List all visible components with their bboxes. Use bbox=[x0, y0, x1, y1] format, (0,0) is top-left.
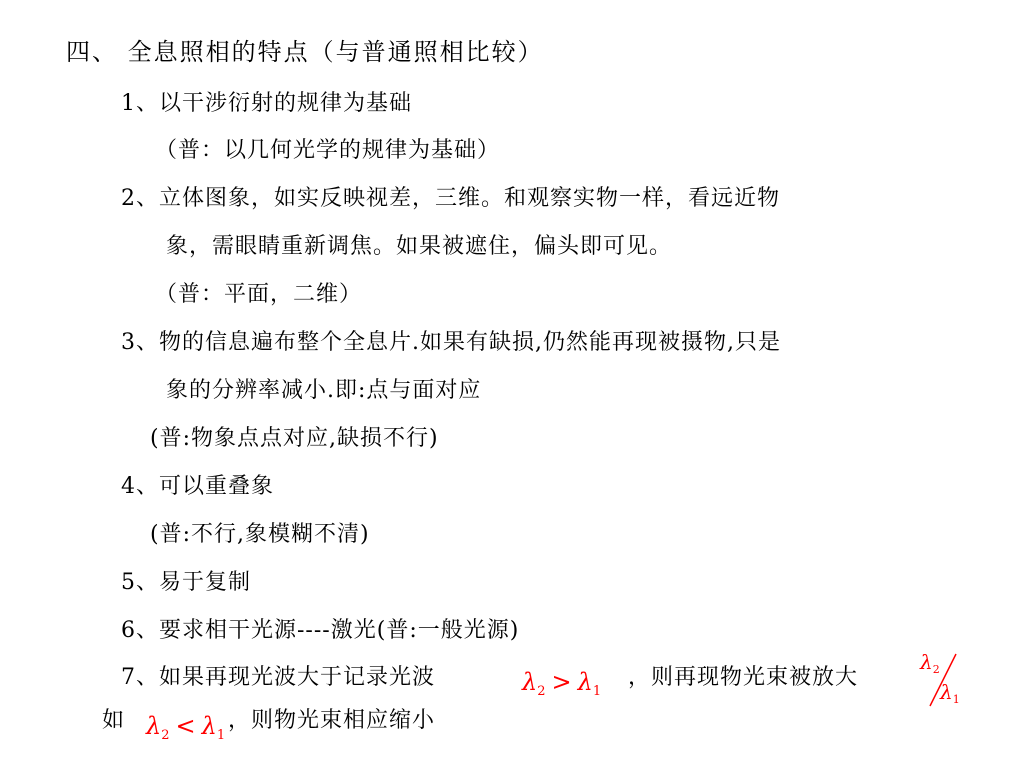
item-7-continuation-end: ，则物光束相应缩小 bbox=[228, 708, 436, 733]
item-2: 2、立体图象，如实反映视差，三维。和观察实物一样，看远近物 bbox=[121, 186, 780, 211]
ratio-denominator: $\lambda_1$ bbox=[940, 680, 960, 706]
formula-lambda2-lt-lambda1: $\lambda_2 < \lambda_1$ bbox=[146, 712, 226, 743]
item-4: 4、可以重叠象 bbox=[121, 474, 274, 499]
item-1: 1、以干涉衍射的规律为基础 bbox=[121, 91, 412, 116]
item-7-middle: ，则再现物光束被放大 bbox=[628, 665, 859, 690]
item-7-continuation-start: 如 bbox=[102, 708, 126, 733]
item-5: 5、易于复制 bbox=[121, 570, 251, 595]
item-3: 3、物的信息遍布整个全息片.如果有缺损,仍然能再现被摄物,只是 bbox=[121, 330, 781, 355]
slide-heading: 四、 全息照相的特点（与普通照相比较） bbox=[66, 38, 544, 66]
item-4-note: (普:不行,象模糊不清) bbox=[150, 522, 370, 547]
item-1-note: （普：以几何光学的规律为基础） bbox=[155, 138, 501, 163]
item-2-continuation: 象，需眼睛重新调焦。如果被遮住，偏头即可见。 bbox=[166, 234, 673, 259]
formula-lambda2-gt-lambda1: $\lambda_2 > \lambda_1$ bbox=[522, 668, 602, 699]
item-3-note: (普:物象点点对应,缺损不行) bbox=[150, 426, 439, 451]
item-3-continuation: 象的分辨率减小.即:点与面对应 bbox=[166, 378, 482, 403]
item-6: 6、要求相干光源----激光(普:一般光源) bbox=[121, 618, 520, 643]
ratio-numerator: $\lambda_2$ bbox=[920, 650, 940, 676]
formula-ratio-lambda2-over-lambda1 bbox=[918, 652, 964, 708]
item-7: 7、如果再现光波大于记录光波 bbox=[121, 665, 435, 690]
item-2-note: （普：平面，二维） bbox=[155, 282, 363, 307]
